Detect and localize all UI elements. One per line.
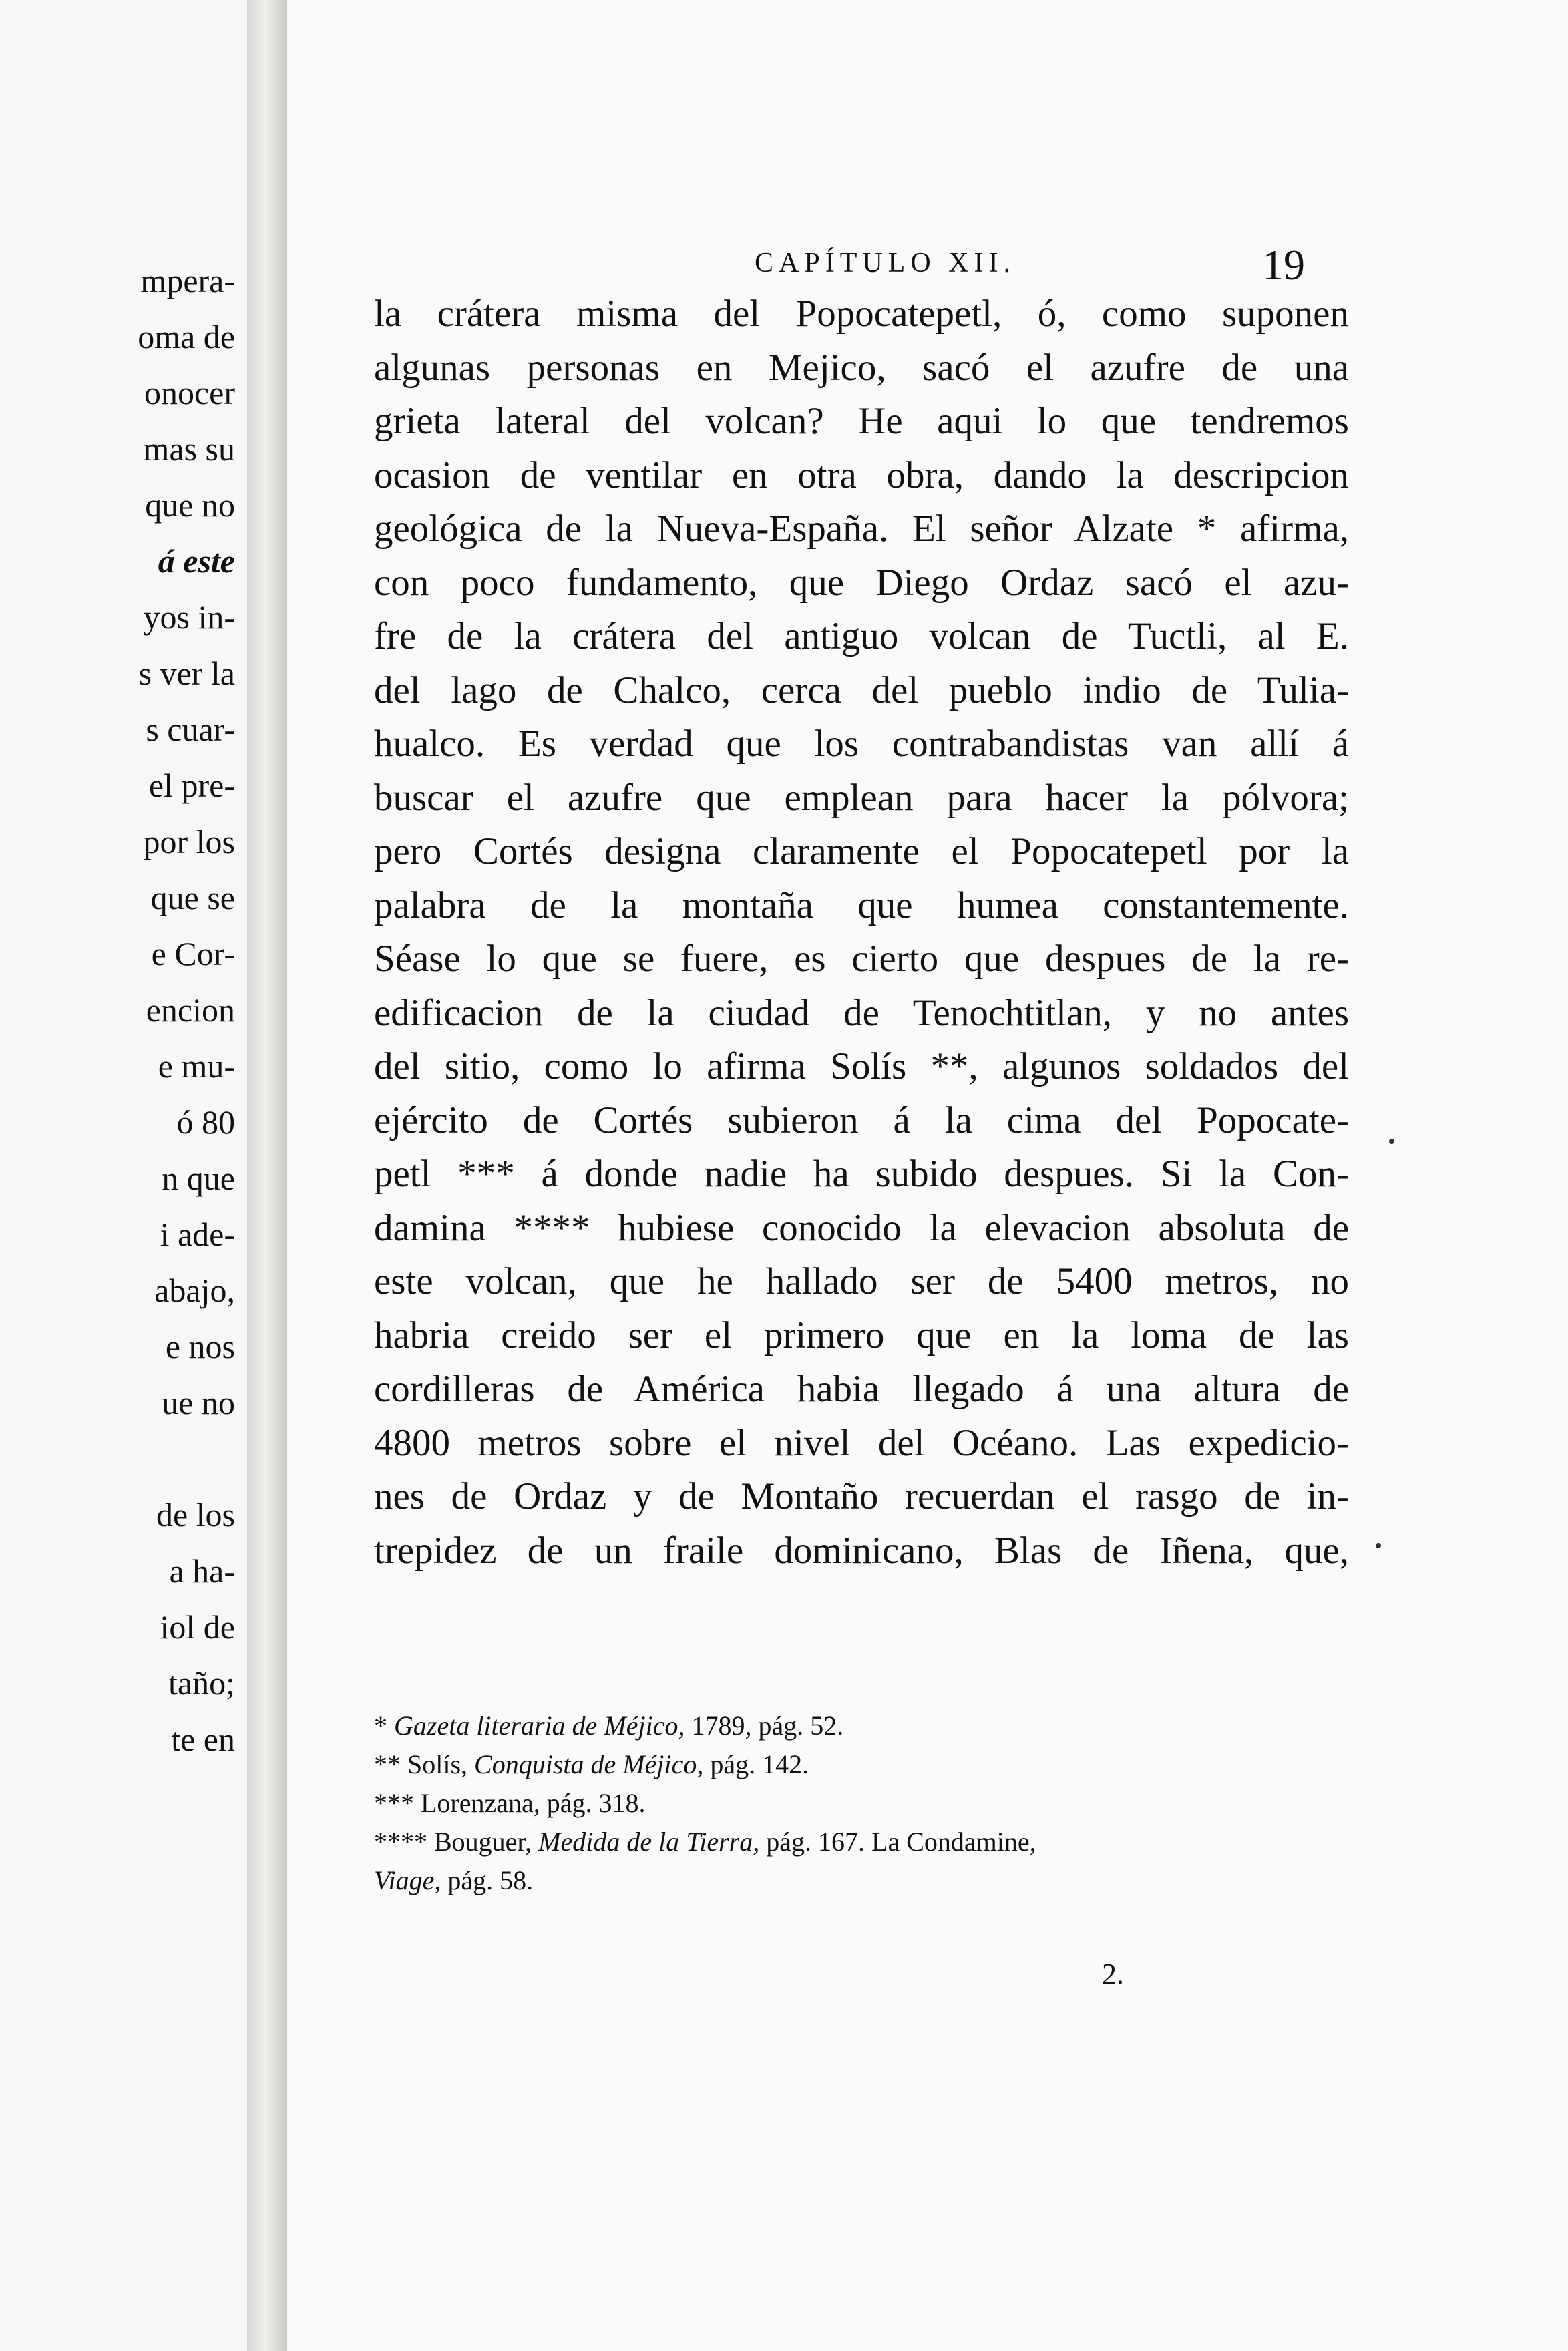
left-page-line: s ver la <box>138 655 235 692</box>
left-page <box>0 0 247 2351</box>
footnote-text: pág. 58. <box>447 1865 534 1895</box>
left-page-line: ó 80 <box>176 1103 235 1141</box>
footnote-1 <box>374 1706 1349 1745</box>
left-page-line: e nos <box>165 1328 235 1365</box>
body-line: ejército de Cortés subieron á la cima del Popocate- <box>374 1099 1349 1141</box>
footnote-2 <box>374 1745 1349 1784</box>
body-line: petl *** á donde nadie ha subido despues. Si la Con- <box>374 1153 1349 1195</box>
running-head: CAPÍTULO XII. <box>755 248 1016 279</box>
footnote-text: Lorenzana, pág. 318. <box>421 1788 646 1818</box>
footnote-title: Conquista de Méjico, <box>474 1749 704 1779</box>
left-page-line: encion <box>146 991 235 1029</box>
footnote-text: pág. 167. La Condamine, <box>766 1827 1036 1857</box>
body-line: con poco fundamento, que Diego Ordaz sacó el azu- <box>374 561 1349 604</box>
body-line: cordilleras de América habia llegado á una altura de <box>374 1368 1349 1410</box>
left-page-line: oma de <box>138 318 235 355</box>
footnote-mark: * <box>374 1710 387 1741</box>
footnote-mark: ** <box>374 1749 401 1779</box>
left-page-line: á este <box>158 542 235 580</box>
footnote-title: Gazeta literaria de Méjico, <box>394 1710 685 1741</box>
right-page <box>287 0 1568 2351</box>
body-line: geológica de la Nueva-España. El señor Alzate * afirma, <box>374 508 1349 550</box>
speck <box>1389 1139 1394 1144</box>
left-page-line: que se <box>150 879 235 916</box>
left-page-line: de los <box>156 1496 235 1533</box>
footnote-title: Medida de la Tierra, <box>538 1827 760 1857</box>
left-page-line: por los <box>143 823 235 860</box>
footnote-text: 1789, pág. 52. <box>691 1710 844 1741</box>
body-line: algunas personas en Mejico, sacó el azufre de una <box>374 346 1349 389</box>
body-line: nes de Ordaz y de Montaño recuerdan el rasgo de in- <box>374 1475 1349 1517</box>
left-page-line: abajo, <box>154 1272 235 1309</box>
footnotes <box>374 1706 1349 1900</box>
left-page-line: onocer <box>144 374 235 411</box>
footnote-4-continuation <box>374 1861 1349 1900</box>
body-line: edificacion de la ciudad de Tenochtitlan, y no antes <box>374 991 1349 1034</box>
body-line: del sitio, como lo afirma Solís **, algunos soldados del <box>374 1045 1349 1087</box>
body-line: del lago de Chalco, cerca del pueblo indio de Tulia- <box>374 669 1349 711</box>
body-line: trepidez de un fraile dominicano, Blas de Iñena, que, <box>374 1529 1349 1572</box>
left-page-line: i ade- <box>160 1216 235 1253</box>
footnote-3 <box>374 1784 1349 1823</box>
body-line: habria creido ser el primero que en la loma de las <box>374 1314 1349 1357</box>
body-line: la crátera misma del Popocatepetl, ó, como suponen <box>374 293 1349 335</box>
footnote-mark: **** <box>374 1827 427 1857</box>
body-line: Séase lo que se fuere, es cierto que despues de la re- <box>374 938 1349 980</box>
left-page-line: s cuar- <box>146 711 235 748</box>
footnote-mark: *** <box>374 1788 414 1818</box>
left-page-line: mpera- <box>140 262 235 299</box>
left-page-line: e Cor- <box>151 935 235 972</box>
body-line: hualco. Es verdad que los contrabandistas van allí á <box>374 723 1349 765</box>
left-page-line: taño; <box>168 1664 235 1702</box>
body-line: este volcan, que he hallado ser de 5400 metros, no <box>374 1260 1349 1302</box>
footnote-text: pág. 142. <box>710 1749 809 1779</box>
left-page-line: ue no <box>162 1384 235 1421</box>
body-text <box>374 287 1349 1578</box>
body-line: buscar el azufre que emplean para hacer la pólvora; <box>374 776 1349 819</box>
left-page-line: el pre- <box>148 767 235 804</box>
signature-mark: 2. <box>1102 1958 1124 1990</box>
footnote-title: Viage, <box>374 1865 441 1895</box>
left-page-line: e mu- <box>158 1047 235 1085</box>
body-line: pero Cortés designa claramente el Popocatepetl por la <box>374 830 1349 872</box>
body-line: fre de la crátera del antiguo volcan de Tuctli, al E. <box>374 615 1349 657</box>
footnote-author: Bouguer, <box>434 1827 532 1857</box>
book-gutter <box>247 0 287 2351</box>
body-line: palabra de la montaña que humea constantemente. <box>374 884 1349 926</box>
body-line: damina **** hubiese conocido la elevacion absoluta de <box>374 1206 1349 1249</box>
body-line: grieta lateral del volcan? He aqui lo que tendremos <box>374 400 1349 442</box>
left-page-line: que no <box>145 486 235 524</box>
left-page-line: te en <box>171 1721 235 1758</box>
body-line: 4800 metros sobre el nivel del Océano. Las expedicio- <box>374 1421 1349 1464</box>
footnote-author: Solís, <box>407 1749 468 1779</box>
speck <box>1376 1543 1381 1548</box>
left-page-line: a ha- <box>169 1552 235 1590</box>
body-line: ocasion de ventilar en otra obra, dando la descripcion <box>374 454 1349 496</box>
left-page-line: mas su <box>143 430 235 468</box>
left-page-line: n que <box>162 1159 235 1197</box>
left-page-line: iol de <box>160 1608 235 1646</box>
left-page-line: yos in- <box>143 598 235 636</box>
page-header <box>287 240 1568 294</box>
page-number: 19 <box>1262 241 1305 289</box>
footnote-4 <box>374 1823 1349 1861</box>
